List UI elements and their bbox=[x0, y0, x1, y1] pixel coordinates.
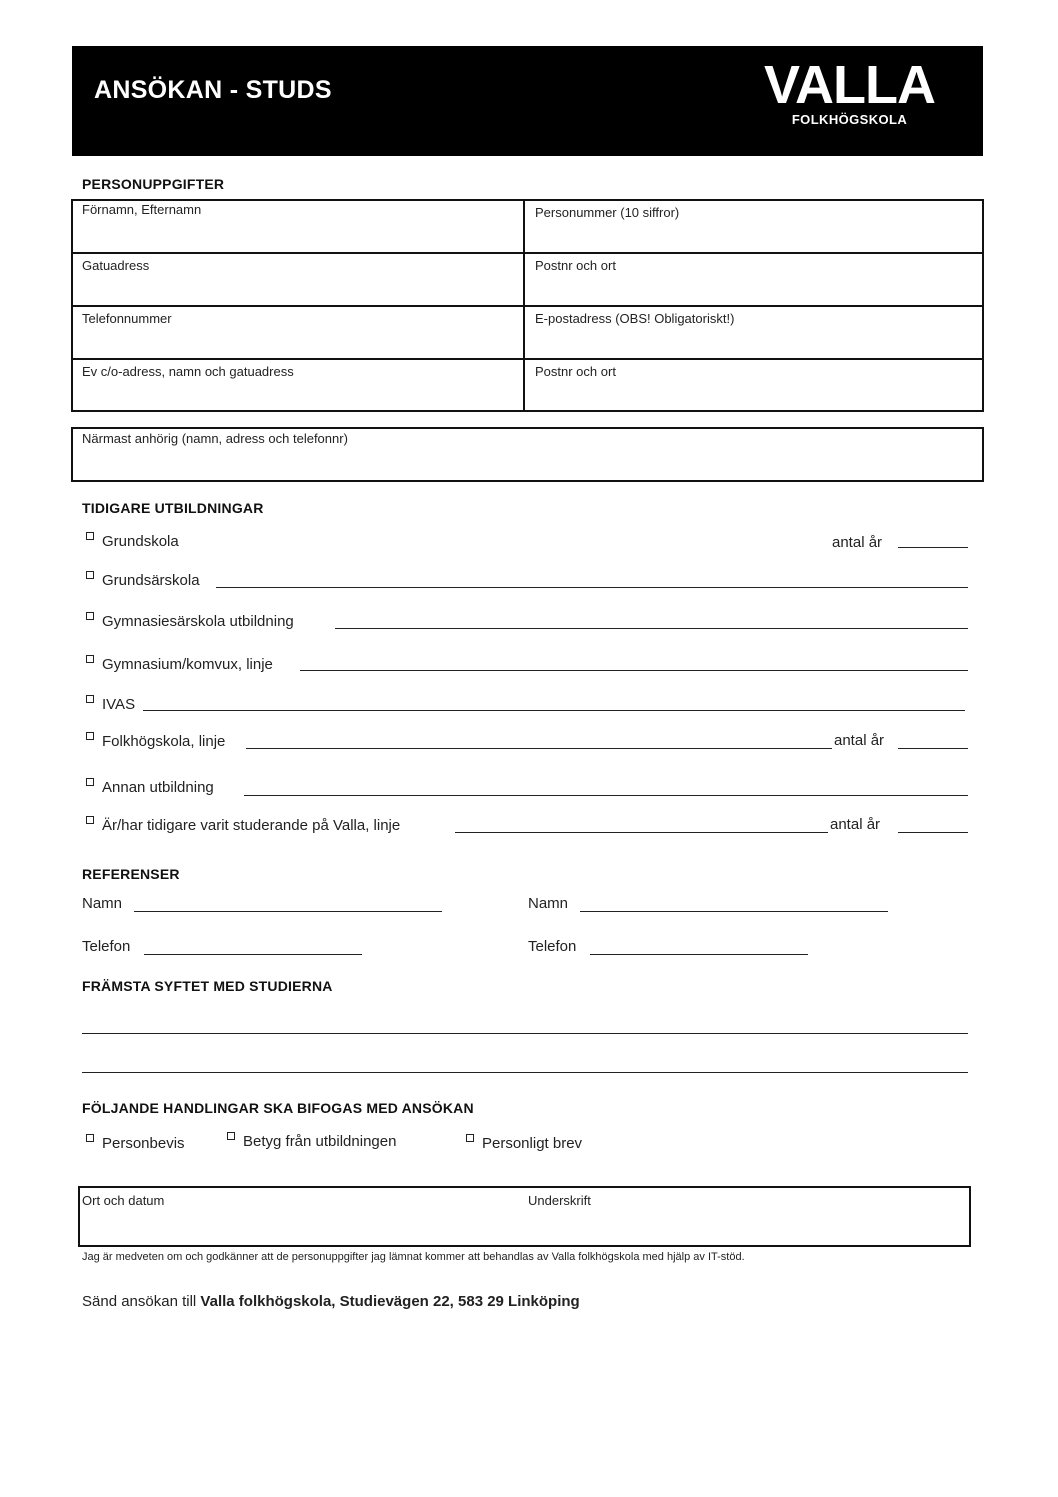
field-email[interactable]: E-postadress (OBS! Obligatoriskt!) bbox=[535, 311, 735, 326]
field-postal-code[interactable]: Postnr och ort bbox=[535, 258, 616, 273]
section-title-purpose: FRÄMSTA SYFTET MED STUDIERNA bbox=[82, 978, 333, 994]
years-label: antal år bbox=[830, 816, 881, 833]
ref2-phone-line[interactable] bbox=[590, 954, 808, 955]
fill-line[interactable] bbox=[216, 587, 968, 588]
ref1-name-label: Namn bbox=[82, 895, 123, 912]
checkbox-icon[interactable] bbox=[227, 1132, 235, 1140]
consent-text: Jag är medveten om och godkänner att de personuppgifter jag lämnat kommer att behandlas av Valla folkhögskola med hjälp av IT-stöd. bbox=[82, 1251, 745, 1263]
edu-item-ivas[interactable] bbox=[86, 695, 135, 713]
edu-label: Gymnasiesärskola utbildning bbox=[102, 613, 294, 630]
edu-item-annan[interactable] bbox=[86, 778, 214, 796]
years-line[interactable] bbox=[898, 832, 968, 833]
field-phone[interactable]: Telefonnummer bbox=[82, 311, 172, 326]
ref1-phone-line[interactable] bbox=[144, 954, 362, 955]
checkbox-icon[interactable] bbox=[466, 1134, 474, 1142]
years-label: antal år bbox=[832, 534, 883, 551]
edu-item-valla[interactable] bbox=[86, 816, 400, 834]
edu-item-folkhogskola[interactable] bbox=[86, 732, 225, 750]
field-signature[interactable]: Underskrift bbox=[528, 1193, 591, 1208]
ref1-phone-label: Telefon bbox=[82, 938, 131, 955]
attachment-label: Betyg från utbildningen bbox=[243, 1133, 397, 1150]
years-label: antal år bbox=[834, 732, 885, 749]
field-street-address[interactable]: Gatuadress bbox=[82, 258, 150, 273]
ref2-phone-label: Telefon bbox=[528, 938, 577, 955]
edu-label: Är/har tidigare varit studerande på Valla, linje bbox=[102, 817, 401, 834]
attachment-label: Personligt brev bbox=[482, 1135, 583, 1152]
ref2-name-line[interactable] bbox=[580, 911, 888, 912]
attachment-personbevis[interactable] bbox=[86, 1134, 185, 1152]
valla-logo bbox=[764, 55, 935, 127]
attachment-label: Personbevis bbox=[102, 1135, 185, 1152]
fill-line[interactable] bbox=[246, 748, 832, 749]
edu-label: Folkhögskola, linje bbox=[102, 733, 226, 750]
section-title-personal: PERSONUPPGIFTER bbox=[82, 176, 225, 192]
fill-line[interactable] bbox=[455, 832, 828, 833]
checkbox-icon[interactable] bbox=[86, 695, 94, 703]
section-title-attachments: FÖLJANDE HANDLINGAR SKA BIFOGAS MED ANSÖKAN bbox=[82, 1100, 474, 1116]
edu-label: Gymnasium/komvux, linje bbox=[102, 656, 273, 673]
checkbox-icon[interactable] bbox=[86, 1134, 94, 1142]
field-co-address[interactable]: Ev c/o-adress, namn och gatuadress bbox=[82, 364, 294, 379]
attachment-betyg[interactable] bbox=[227, 1132, 396, 1150]
checkbox-icon[interactable] bbox=[86, 732, 94, 740]
table-divider bbox=[71, 252, 984, 254]
fill-line[interactable] bbox=[244, 795, 968, 796]
ref2-name-label: Namn bbox=[528, 895, 569, 912]
header-banner bbox=[72, 46, 983, 156]
years-line[interactable] bbox=[898, 748, 968, 749]
field-name[interactable]: Förnamn, Efternamn bbox=[82, 202, 202, 217]
edu-item-gymnasium[interactable] bbox=[86, 655, 273, 673]
edu-item-gymnasiesarskola[interactable] bbox=[86, 612, 294, 630]
ref1-name-line[interactable] bbox=[134, 911, 442, 912]
logo-sub-text: FOLKHÖGSKOLA bbox=[791, 112, 908, 127]
edu-label: Grundskola bbox=[102, 533, 179, 550]
edu-label: Annan utbildning bbox=[102, 779, 214, 796]
fill-line[interactable] bbox=[335, 628, 968, 629]
field-personal-number[interactable]: Personummer (10 siffror) bbox=[535, 205, 680, 220]
send-address: Valla folkhögskola, Studievägen 22, 583 29 Linköping bbox=[200, 1293, 580, 1310]
field-co-postal-code[interactable]: Postnr och ort bbox=[535, 364, 616, 379]
edu-label: Grundsärskola bbox=[102, 572, 200, 589]
edu-item-grundsarskola[interactable] bbox=[86, 571, 200, 589]
checkbox-icon[interactable] bbox=[86, 612, 94, 620]
fill-line[interactable] bbox=[300, 670, 968, 671]
purpose-line[interactable] bbox=[82, 1072, 968, 1073]
table-divider bbox=[71, 358, 984, 360]
checkbox-icon[interactable] bbox=[86, 655, 94, 663]
edu-label: IVAS bbox=[102, 696, 136, 713]
checkbox-icon[interactable] bbox=[86, 816, 94, 824]
edu-item-grundskola[interactable] bbox=[86, 532, 179, 550]
section-title-references: REFERENSER bbox=[82, 866, 180, 882]
field-next-of-kin: Närmast anhörig (namn, adress och telefonnr) bbox=[82, 431, 348, 446]
checkbox-icon[interactable] bbox=[86, 571, 94, 579]
purpose-line[interactable] bbox=[82, 1033, 968, 1034]
attachment-brev[interactable] bbox=[466, 1134, 582, 1152]
logo-main-text: VALLA bbox=[764, 55, 935, 115]
page-title: ANSÖKAN - STUDS bbox=[94, 76, 332, 104]
field-place-date[interactable]: Ort och datum bbox=[82, 1193, 165, 1208]
fill-line[interactable] bbox=[143, 710, 965, 711]
send-instructions bbox=[82, 1293, 580, 1310]
signature-box bbox=[78, 1186, 971, 1247]
checkbox-icon[interactable] bbox=[86, 778, 94, 786]
table-divider bbox=[71, 305, 984, 307]
years-line[interactable] bbox=[898, 547, 968, 548]
checkbox-icon[interactable] bbox=[86, 532, 94, 540]
send-prefix: Sänd ansökan till bbox=[82, 1293, 201, 1310]
section-title-education: TIDIGARE UTBILDNINGAR bbox=[82, 500, 264, 516]
